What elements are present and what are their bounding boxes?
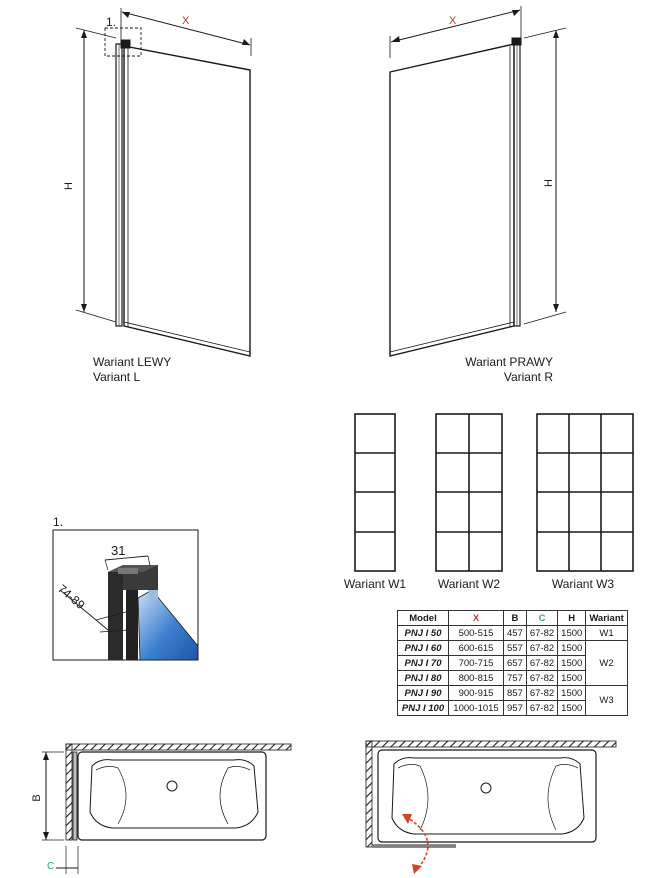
callout-label: 1. xyxy=(106,15,117,29)
cell-b: 457 xyxy=(504,626,527,641)
right-dim-h-label: H xyxy=(543,179,555,187)
cell-c: 67-82 xyxy=(526,686,557,701)
cell-x: 800-815 xyxy=(449,671,504,686)
cell-variant: W1 xyxy=(586,626,627,641)
header-c: C xyxy=(526,611,557,626)
left-title-en: Variant L xyxy=(93,370,141,384)
cell-c: 67-82 xyxy=(526,626,557,641)
variant-w1-grid xyxy=(355,414,395,571)
cell-variant: W3 xyxy=(586,686,627,716)
cell-b: 757 xyxy=(504,671,527,686)
table-row xyxy=(398,686,628,701)
cell-model: PNJ I 100 xyxy=(398,701,449,716)
variant-w2-label: Wariant W2 xyxy=(437,577,501,591)
variant-w3-grid xyxy=(537,414,633,571)
top-view-right xyxy=(366,741,616,847)
cell-h: 1500 xyxy=(558,626,586,641)
right-title-en: Variant R xyxy=(503,370,553,384)
cell-model: PNJ I 60 xyxy=(398,641,449,656)
header-b: B xyxy=(504,611,527,626)
cell-model: PNJ I 90 xyxy=(398,686,449,701)
cell-b: 557 xyxy=(504,641,527,656)
cell-b: 857 xyxy=(504,686,527,701)
cell-c: 67-82 xyxy=(526,641,557,656)
variant-w1-label: Wariant W1 xyxy=(343,577,407,591)
header-variant: Wariant xyxy=(586,611,627,626)
header-x: X xyxy=(449,611,504,626)
cell-h: 1500 xyxy=(558,641,586,656)
right-dim-x-label: X xyxy=(449,15,457,27)
cell-x: 600-615 xyxy=(449,641,504,656)
cell-x: 1000-1015 xyxy=(449,701,504,716)
table-row xyxy=(398,641,628,656)
right-title-pl: Wariant PRAWY xyxy=(465,355,553,369)
cell-model: PNJ I 80 xyxy=(398,671,449,686)
cell-h: 1500 xyxy=(558,671,586,686)
table-row xyxy=(398,626,628,641)
spec-table xyxy=(397,610,628,716)
cell-model: PNJ I 70 xyxy=(398,656,449,671)
header-model: Model xyxy=(398,611,449,626)
left-dim-h-label: H xyxy=(63,182,75,190)
cell-c: 67-82 xyxy=(526,671,557,686)
header-h: H xyxy=(558,611,586,626)
cell-b: 957 xyxy=(504,701,527,716)
cell-b: 657 xyxy=(504,656,527,671)
spec-table-header xyxy=(398,611,628,626)
left-variant-view xyxy=(76,8,251,356)
cell-x: 700-715 xyxy=(449,656,504,671)
cell-model: PNJ I 50 xyxy=(398,626,449,641)
right-variant-view xyxy=(390,6,566,356)
left-title-pl: Wariant LEWY xyxy=(93,355,172,369)
cell-variant: W2 xyxy=(586,641,627,686)
variant-w3-label: Wariant W3 xyxy=(551,577,615,591)
cell-h: 1500 xyxy=(558,701,586,716)
cell-h: 1500 xyxy=(558,656,586,671)
cell-c: 67-82 xyxy=(526,656,557,671)
left-dim-x-label: X xyxy=(182,15,190,27)
cell-x: 500-515 xyxy=(449,626,504,641)
cell-x: 900-915 xyxy=(449,686,504,701)
detail-label: 1. xyxy=(53,515,64,529)
variant-w2-grid xyxy=(436,414,502,571)
top-view-left xyxy=(42,744,291,874)
top-view-dim-c-label: C xyxy=(47,861,55,872)
cell-h: 1500 xyxy=(558,686,586,701)
swing-arrow xyxy=(402,814,428,874)
detail-range-label: 74-89 xyxy=(55,581,88,613)
detail-width-label: 31 xyxy=(111,543,126,558)
top-view-dim-b-label: B xyxy=(31,794,43,802)
cell-c: 67-82 xyxy=(526,701,557,716)
